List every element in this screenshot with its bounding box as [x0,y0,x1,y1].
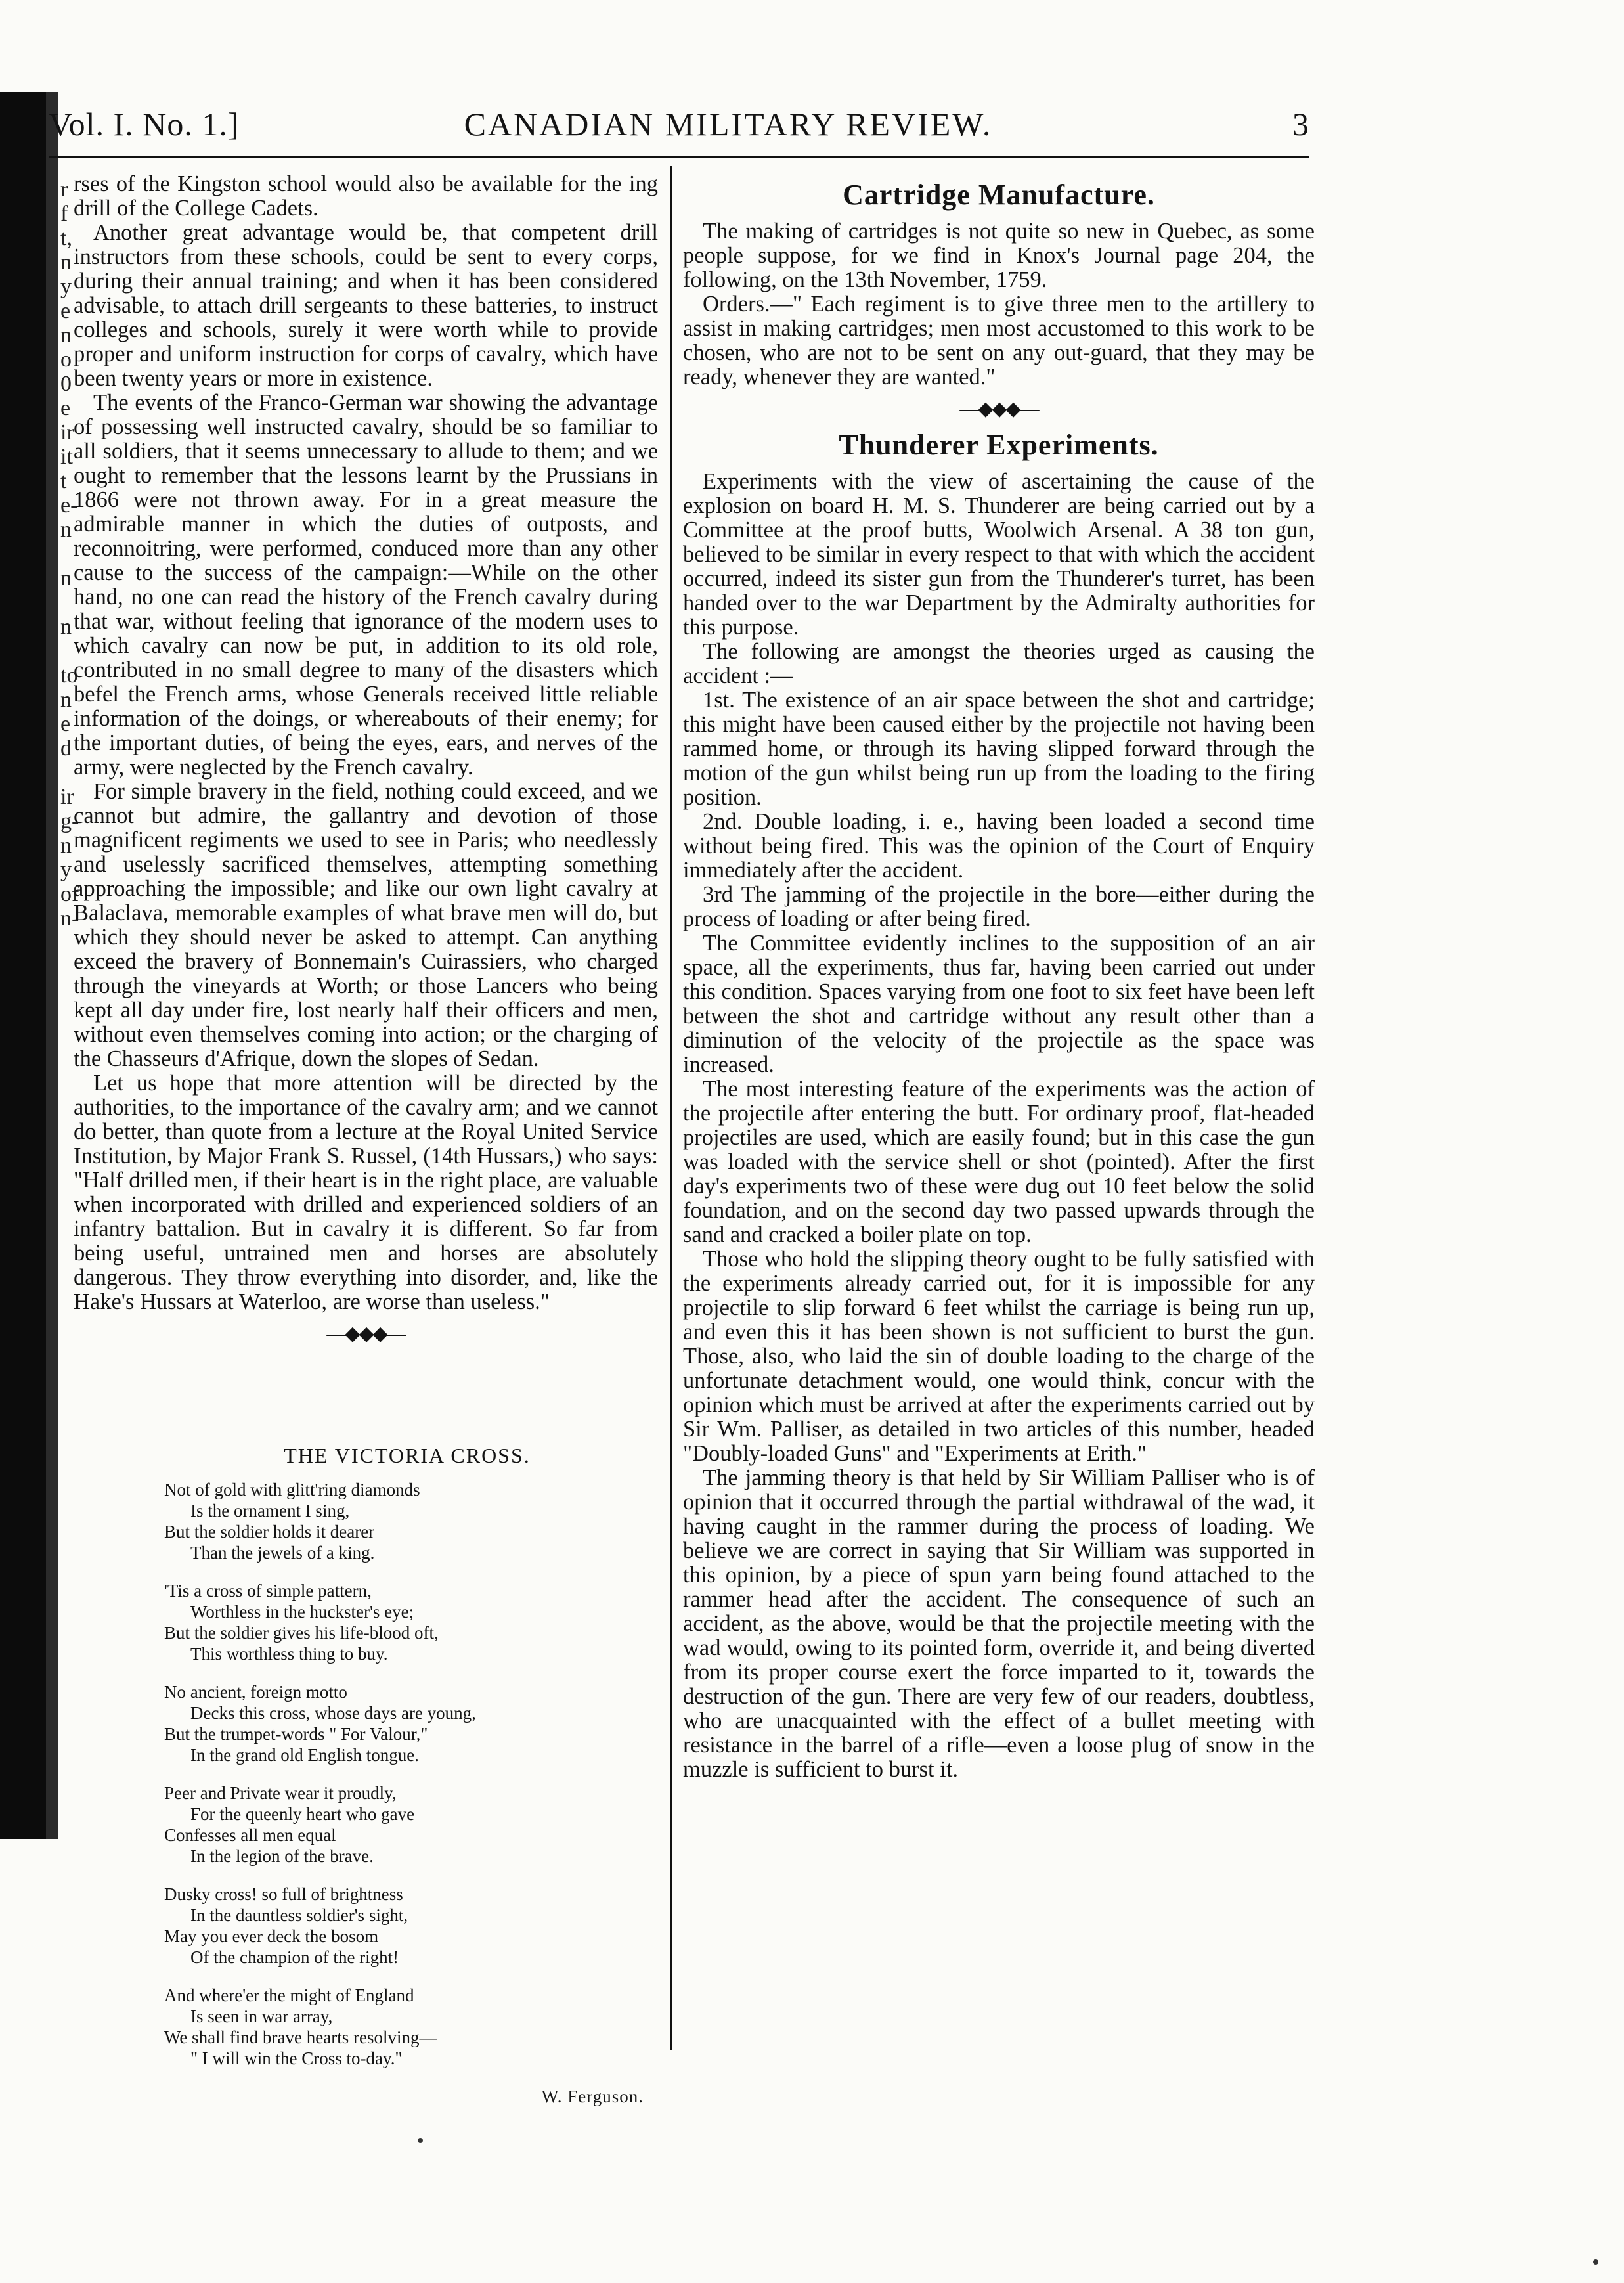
poem-line: Dusky cross! so full of brightness [164,1884,403,1904]
poem-stanza [164,1985,650,2069]
left-paragraph: Let us hope that more attention will be directed by the authorities, to the importance of the cavalry arm; and we cannot do better, than quote from a lecture at the Royal United Service Institution, by Major Frank S. Russel, (14th Hussars,) who says: "Half drilled men, if their heart is in the right place, are valuable when incorporated with drilled and experienced soldiers of an infantry battalion. But in cavalry it is different. So far from being useful, untrained men and horses are absolutely dangerous. They throw everything into disorder, and, like the Hake's Hussars at Waterloo, are worse than useless." [74,1071,658,1314]
margin-fragment: n [60,615,72,639]
margin-fragment: t, [60,226,72,250]
poem-line: 'Tis a cross of simple pattern, [164,1581,372,1601]
left-paragraph: The events of the Franco-German war showing the advantage of possessing well instructed cavalry, should be so familiar to all soldiers, that it seems unnecessary to allude to them; and we ought to remember that the lessons learnt by the Prussians in 1866 were not thrown away. For in a great measure the admirable manner in which the duties of outposts, and reconnoitring, were performed, conduced more than any other cause to the success of the campaign:—While on the other hand, no one can read the history of the French cavalry during that war, without feeling that ignorance of the modern uses to which cavalry can now be put, in addition to its old role, contributed in no small degree to many of the disasters which befel the French arms, whose Generals received little reliable information of the doings, or whereabouts of their enemy; for the important duties, of being the eyes, ears, and nerves of the army, were neglected by the French cavalry. [74,390,658,780]
poem-line: For the queenly heart who gave [190,1804,415,1824]
margin-fragment: it [60,445,73,469]
article-paragraph: The following are amongst the theories urged as causing the accident :— [683,639,1315,688]
margin-fragment: n [60,566,72,590]
poem-title: THE VICTORIA CROSS. [284,1444,531,1467]
poem-line: No ancient, foreign motto [164,1682,347,1702]
margin-fragment: of [60,882,79,906]
margin-fragment: n- [60,906,79,931]
article-paragraph: Orders.—" Each regiment is to give three men to the artillery to assist in making cartridges; men most accustomed to this work to be chosen, who are not to be sent on any out-guard, that they may be ready, whenever they are wanted." [683,292,1315,389]
poem-stanzas [164,1479,650,2069]
volume-number: Vol. I. No. 1.] [49,106,240,143]
poem-stanza [164,1681,650,1765]
left-paragraph: For simple bravery in the field, nothing could exceed, and we cannot but admire, the gallantry and devotion of those magnificent regiments we used to see in Paris; who needlessly and uselessly sacrificed themselves, attempting something approaching the impossible; and like our own light cavalry at Balaclava, memorable examples of what brave men will do, but which they should never be asked to attempt. Can anything exceed the bravery of Bonnemain's Cuirassiers, who charged through the vineyards at Worth; or those Lancers who being kept all day under fire, lost nearly half their officers and men, without even themselves coming into action; or the charging of the Chasseurs d'Afrique, down the slopes of Sedan. [74,779,658,1071]
page-binding-edge [0,92,46,1839]
poem-line: This worthless thing to buy. [190,1644,388,1664]
print-speck [418,2138,423,2143]
poem-line: Is seen in war array, [190,2006,333,2026]
poem [164,1445,650,2107]
article-paragraph: The most interesting feature of the experiments was the action of the projectile after entering the butt. For ordinary proof, flat-headed projectiles are used, which are easily found; but in this case the gun was loaded with the service shell or shot (pointed). After the first day's experiments two of these were dug out 10 feet below the solid foundation, and on the second day two passed upwards through the sand and cracked a boiler plate on top. [683,1076,1315,1247]
margin-fragment: n [60,518,72,542]
article-paragraph: The making of cartridges is not quite so new in Quebec, as some people suppose, for we find in Knox's Journal page 204, the following, on the 13th November, 1759. [683,219,1315,292]
poem-line: Is the ornament I sing, [190,1501,350,1520]
poem-line: We shall find brave hearts resolving— [164,2028,437,2047]
poem-line: " I will win the Cross to-day." [190,2049,403,2068]
poem-line: In the grand old English tongue. [190,1745,419,1765]
print-speck [1593,2259,1598,2265]
poem-line: May you ever deck the bosom [164,1926,379,1946]
margin-fragment: e [60,712,71,736]
poem-stanza [164,1479,650,1563]
article-paragraph: 3rd The jamming of the projectile in the bore—either during the process of loading or after being fired. [683,882,1315,931]
column-divider [670,166,672,2050]
poem-line: But the trumpet-words " For Valour," [164,1724,428,1744]
margin-fragment: g- [60,809,79,833]
poem-line: Confesses all men equal [164,1825,336,1845]
poem-line: But the soldier gives his life-blood oft, [164,1623,439,1643]
article-heading-thunderer: Thunderer Experiments. [839,429,1159,461]
margin-fragment: f [60,202,68,226]
section-ornament: —◆◆◆— [326,1323,405,1344]
journal-title: CANADIAN MILITARY REVIEW. [464,106,993,143]
margin-fragment: t [60,469,67,493]
right-column [683,172,1315,2057]
page-number: 3 [1292,106,1309,143]
left-paragraph: Another great advantage would be, that competent drill instructors from these schools, could be sent to every corps, during their annual training; and when it has been considered advisable, to attach drill sergeants to these batteries, to instruct colleges and schools, surely it were worth while to provide proper and uniform instruction for corps of cavalry, which have been twenty years or more in existence. [74,220,658,391]
margin-fragment: to [60,663,78,688]
margin-fragment: r [60,177,68,202]
margin-fragment: e [60,299,71,323]
margin-fragment: e- [60,493,78,518]
poem-stanza [164,1783,650,1867]
page-binding-shadow [46,92,58,1839]
poem-line: Worthless in the huckster's eye; [190,1602,414,1622]
poem-line: Peer and Private wear it proudly, [164,1783,397,1803]
article-paragraph: Experiments with the view of ascertaining the cause of the explosion on board H. M. S. Thunderer are being carried out by a Committee at the proof butts, Woolwich Arsenal. A 38 ton gun, believed to be similar in every respect to that with which the accident occurred, indeed its sister gun from the Thunderer's turret, has been handed over to the war Department by the Admiralty authorities for this purpose. [683,469,1315,640]
margin-fragment: ir [60,420,74,445]
poem-line: And where'er the might of England [164,1985,414,2005]
article-paragraph: Those who hold the slipping theory ought to be fully satisfied with the experiments already carried out, for it is impossible for any projectile to slip forward 6 feet whilst the carriage is being run up, and even this it has been shown is not sufficient to burst the gun. Those, also, who laid the sin of double loading to the charge of the unfortunate detachment would, one would think, concur with the opinion which must be arrived at after the experiments carried out by Sir Wm. Palliser, as detailed in two articles of this number, headed "Doubly-loaded Guns" and "Experiments at Erith." [683,1247,1315,1466]
article-paragraph: The jamming theory is that held by Sir William Palliser who is of opinion that it occurred through the partial withdrawal of the wad, it having caught in the rammer during the process of loading. We believe we are correct in saying that Sir William was supported in this opinion, by a piece of spun yarn being found attached to the rammer head after the accident. The consequence of such an accident, as the above, would be that the projectile meeting with the wad would, owing to its pointed form, override it, and being diverted from its proper course exert the force imparted to it, towards the destruction of the gun. There are very few of our readers, doubtless, who are unacquainted with the effect of a bullet meeting with resistance in the barrel of a rifle—even a loose plug of snow in the muzzle is sufficient to burst it. [683,1465,1315,1782]
margin-fragment: e [60,396,71,420]
article-paragraph: The Committee evidently inclines to the supposition of an air space, all the experiments, thus far, having been carried out under this condition. Spaces varying from one foot to six feet have been left between the shot and cartridge without any result other than a diminution of the velocity of the projectile as the space was increased. [683,931,1315,1077]
section-ornament: —◆◆◆— [959,398,1038,420]
header-rule [49,156,1309,158]
margin-fragment: o [60,347,72,372]
article-paragraph: 2nd. Double loading, i. e., having been loaded a second time without being fired. This was the opinion of the Court of Enquiry immediately after the accident. [683,809,1315,883]
poem-line: But the soldier holds it dearer [164,1522,375,1541]
poem-stanza [164,1580,650,1664]
margin-fragment: n [60,250,72,275]
article-paragraph: 1st. The existence of an air space between the shot and cartridge; this might have been caused either by the projectile not having been rammed home, or through its having slipped forward through the motion of the gun whilst being run up from the loading to the firing position. [683,688,1315,810]
page-header [49,105,1309,147]
poem-line: In the legion of the brave. [190,1846,374,1866]
poem-author: W. Ferguson. [541,2087,644,2106]
poem-line: Not of gold with glitt'ring diamonds [164,1480,420,1499]
left-column [74,172,658,1473]
margin-fragment: n [60,688,72,712]
poem-line: In the dauntless soldier's sight, [190,1905,408,1925]
margin-fragment: y [60,275,72,299]
poem-line: Of the champion of the right! [190,1947,399,1967]
poem-line: Decks this cross, whose days are young, [190,1703,476,1723]
article-heading-cartridge: Cartridge Manufacture. [843,179,1155,211]
margin-fragment: d [60,736,72,761]
margin-fragment: 0 [60,372,72,396]
margin-fragment: n [60,833,72,858]
poem-line: Than the jewels of a king. [190,1543,375,1563]
left-paragraph: rses of the Kingston school would also be available for the ing drill of the College Cadets. [74,172,658,221]
margin-fragment: y [60,858,72,882]
poem-stanza [164,1884,650,1968]
margin-fragment: ir [60,785,74,809]
margin-fragment: n [60,323,72,347]
